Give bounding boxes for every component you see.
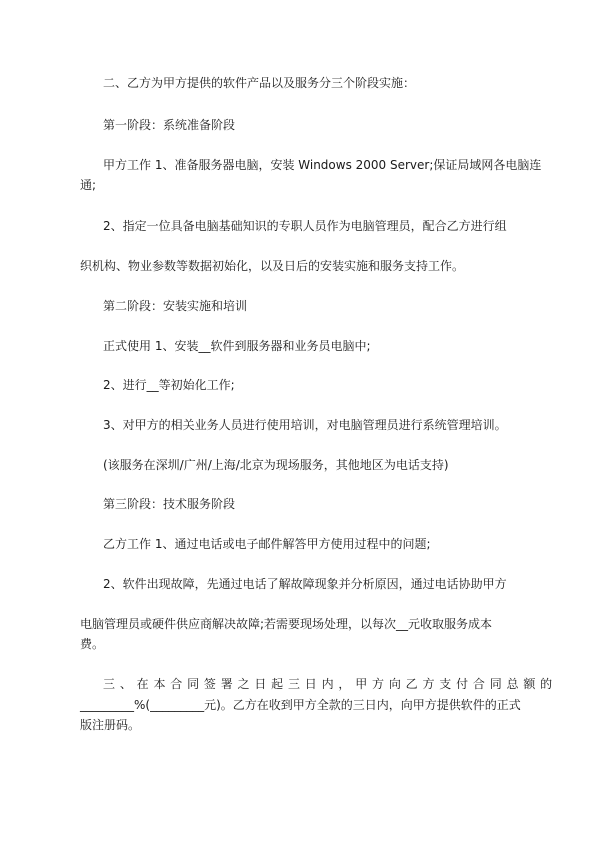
phase-1-client-work-line2: 通; <box>80 178 97 192</box>
phase-3-item-2-line2: 电脑管理员或硬件供应商解决故障;若需要现场处理，以每次__元收取服务成本 <box>80 617 493 631</box>
phase-3-item-1: 乙方工作 1、通过电话或电子邮件解答甲方使用过程中的问题; <box>103 537 431 551</box>
phase-2-item-3: 3、对甲方的相关业务人员进行使用培训，对电脑管理员进行系统管理培训。 <box>103 418 507 432</box>
phase-2-item-2: 2、进行__等初始化工作; <box>103 378 235 392</box>
phase-3-item-2-line1: 2、软件出现故障，先通过电话了解故障现象并分析原因，通过电话协助甲方 <box>103 577 507 591</box>
phase-1-client-work-line1: 甲方工作 1、准备服务器电脑，安装 Windows 2000 Server;保证局域网各电脑连 <box>103 158 542 172</box>
phase-1-item-2-line2: 织机构、物业参数等数据初始化，以及日后的安装实施和服务支持工作。 <box>80 259 465 273</box>
section-3-line2: _________%(_________元)。乙方在收到甲方全款的三日内，向甲方提供软件的正式 <box>80 698 521 712</box>
phase-2-heading: 第二阶段：安装实施和培训 <box>103 299 248 313</box>
section-3-line3: 版注册码。 <box>80 718 141 732</box>
phase-2-item-1: 正式使用 1、安装__软件到服务器和业务员电脑中; <box>103 339 371 353</box>
section-2-heading: 二、乙方为甲方提供的软件产品以及服务分三个阶段实施： <box>103 76 416 90</box>
phase-3-item-2-line3: 费。 <box>80 637 105 651</box>
phase-3-heading: 第三阶段：技术服务阶段 <box>103 497 236 511</box>
service-note: (该服务在深圳/广州/上海/北京为现场服务，其他地区为电话支持) <box>103 458 449 472</box>
phase-1-item-2-line1: 2、指定一位具备电脑基础知识的专职人员作为电脑管理员，配合乙方进行组 <box>103 219 507 233</box>
phase-1-heading: 第一阶段：系统准备阶段 <box>103 118 236 132</box>
section-3-line1: 三 、 在 本 合 同 签 署 之 日 起 三 日 内 ， 甲 方 向 乙 方 支 付 合 同 总 额 的 <box>103 677 553 691</box>
